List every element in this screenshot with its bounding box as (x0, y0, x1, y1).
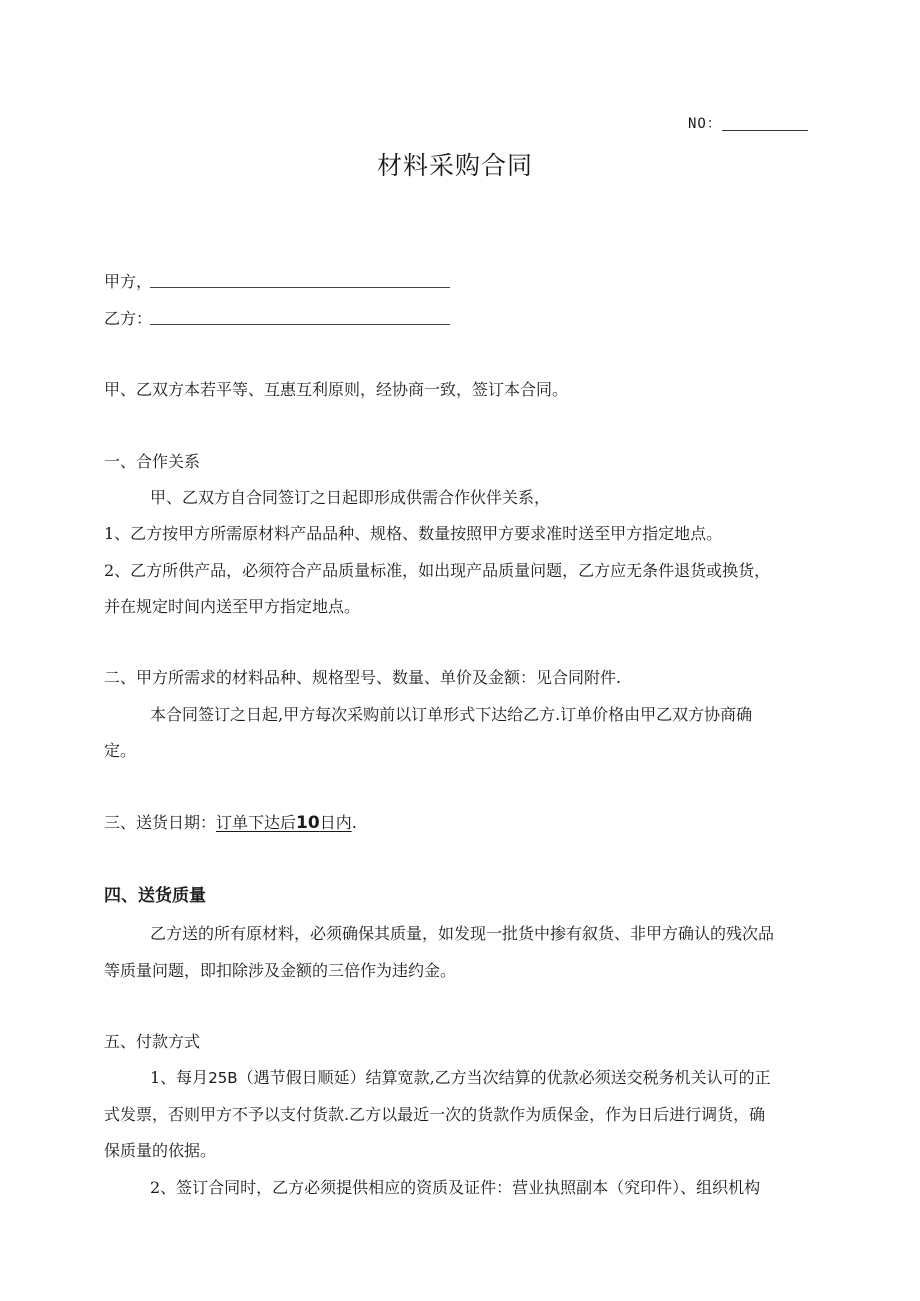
section-5-heading: 五、付款方式 (104, 1032, 201, 1051)
delivery-days-number: 10 (296, 813, 320, 833)
section-5-item-1-prefix: 1、每月 (150, 1068, 209, 1087)
section-4-paragraph-line-1: 乙方送的所有原材料，必须确保其质量，如发现一批货中掺有叙货、非甲方确认的残次品 (150, 924, 775, 943)
delivery-date-term (216, 813, 352, 832)
section-1-paragraph: 甲、乙双方自合同签订之日起即形成供需合作伙伴关系， (150, 488, 551, 507)
document-title: 材料采购合同 (376, 151, 533, 180)
section-4-heading: 四、送货质量 (104, 886, 206, 906)
party-b-label: 乙方： (104, 309, 153, 328)
intro-paragraph: 甲、乙双方本若平等、互惠互利原则，经协商一致，签订本合同。 (104, 380, 569, 399)
section-1-heading: 一、合作关系 (104, 452, 201, 471)
section-3-prefix: 三、送货日期： (104, 813, 217, 832)
contract-number-label: NO： (688, 116, 722, 132)
section-5-item-1-line-2: 式发票，否则甲方不予以支付货款.乙方以最近一次的货款作为质保金，作为日后进行调货，确 (104, 1105, 766, 1124)
section-3-suffix: . (351, 813, 357, 832)
settlement-day-number: 25B (208, 1069, 238, 1087)
delivery-date-text-1: 订单下达后 (216, 813, 297, 832)
section-2-heading: 二、甲方所需求的材料品种、规格型号、数量、单价及金额：见合同附件. (104, 668, 622, 687)
section-2-paragraph-line-2: 定。 (104, 741, 137, 760)
section-5-item-1-line-3: 保质量的依据。 (104, 1141, 217, 1160)
section-1-item-2-line-1: 2、乙方所供产品，必须符合产品质量标准，如出现产品质量问题，乙方应无条件退货或换货， (104, 561, 771, 580)
section-4-paragraph-line-2: 等质量问题，即扣除涉及金额的三倍作为违约金。 (104, 961, 457, 980)
section-5-item-2-line-1: 2、签订合同时，乙方必须提供相应的资质及证件：营业执照副本（究印件）、组织机构 (150, 1178, 761, 1197)
section-1-item-1: 1、乙方按甲方所需原材料产品品种、规格、数量按照甲方要求准时送至甲方指定地点。 (104, 524, 723, 543)
section-3-heading (104, 813, 357, 833)
section-2-paragraph-line-1: 本合同签订之日起,甲方每次采购前以订单形式下达给乙方.订单价格由甲乙双方协商确 (150, 705, 753, 724)
contract-number-blank (722, 130, 808, 131)
section-5-item-1-rest: （遇节假日顺延）结算宽款,乙方当次结算的优款必须送交税务机关认可的正 (237, 1068, 771, 1087)
section-5-item-1-line-1 (150, 1068, 771, 1088)
section-1-item-2-line-2: 并在规定时间内送至甲方指定地点。 (104, 597, 361, 616)
delivery-date-text-2: 日内 (319, 813, 352, 832)
party-a-blank (150, 287, 450, 288)
party-b-blank (150, 324, 450, 325)
party-a-label: 甲方， (104, 272, 153, 291)
